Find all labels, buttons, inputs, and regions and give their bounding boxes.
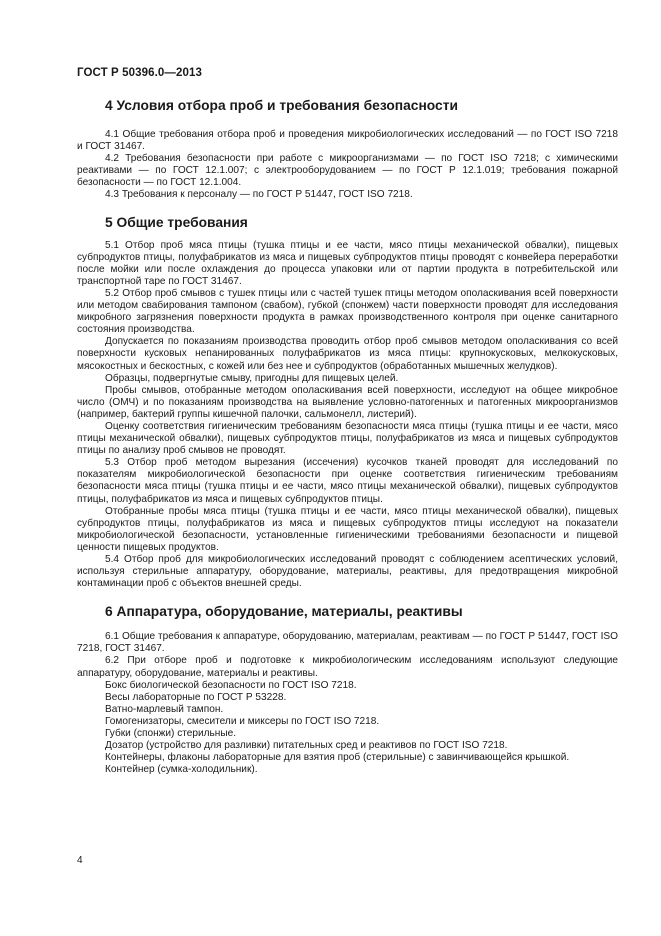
paragraph: Отобранные пробы мяса птицы (тушка птицы и ее части, мясо птицы механической обвалки), пищевых субпродуктов птицы, полуфабрикатов из мяса и пищевых субпродуктов птицы исследуют на показатели микробиологической безопасности, установленные гигиеническими требованиями безопасности и пищевой ценности пищевых продуктов. [77,505,618,553]
paragraph: Оценку соответствия гигиеническим требованиям безопасности мяса птицы (тушка птицы и ее части, мясо птицы механической обвалки), пищевых субпродуктов птицы, полуфабрикатов из мяса и пищевых субпродуктов птицы по анализу проб смывов не проводят. [77,420,618,457]
list-item: Контейнер (сумка-холодильник). [105,764,258,776]
section-title: 6 Аппаратура, оборудование, материалы, реактивы [105,604,463,620]
paragraph: Образцы, подвергнутые смыву, пригодны для пищевых целей. [105,372,399,384]
list-item: Весы лабораторные по ГОСТ Р 53228. [105,691,287,703]
document-body [77,95,618,776]
list-item: Контейнеры, флаконы лабораторные для взятия проб (стерильные) с завинчивающейся крышкой. [105,752,570,764]
paragraph: 4.1 Общие требования отбора проб и проведения микробиологических исследований — по ГОСТ ISO 7218 и ГОСТ 31467. [77,129,618,153]
paragraph: 4.3 Требования к персоналу — по ГОСТ Р 51447, ГОСТ ISO 7218. [105,189,413,201]
section-4 [77,97,618,202]
list-item: Бокс биологической безопасности по ГОСТ ISO 7218. [105,679,357,691]
document-header: ГОСТ Р 50396.0—2013 [77,67,202,79]
paragraph: 6.2 При отборе проб и подготовке к микробиологическим исследованиям используют следующие аппаратуру, оборудование, материалы и реактивы. [77,655,618,679]
paragraph: Допускается по показаниям производства проводить отбор проб смывов методом ополаскивания со всей поверхности кусковых непанированных полуфабрикатов из мяса птицы: крупнокусковых, мелкокусковых, мясокостных и бескостных, с кожей или без нее и субпродуктов (обработанных мышечных желудков). [77,336,618,372]
list-item: Губки (спонжи) стерильные. [105,728,237,740]
paragraph: 4.2 Требования безопасности при работе с микроорганизмами — по ГОСТ ISO 7218; с химическими реактивами — по ГОСТ 12.1.007; с электрооборудованием — по ГОСТ Р 12.1.019; требования пожарной безопасности — по ГОСТ 12.1.004. [77,153,618,189]
list-item: Гомогенизаторы, смесители и миксеры по ГОСТ ISO 7218. [105,715,380,727]
page-number: 4 [77,855,83,866]
paragraph: 5.3 Отбор проб методом вырезания (иссечения) кусочков тканей проводят для исследований по показателям микробиологической безопасности при оценке соответствия гигиеническим требованиям безопасности мяса птицы (тушка птицы и ее части, мясо птицы механической обвалки), пищевых субпродуктов птицы, полуфабрикатов из мяса и пищевых субпродуктов птицы. [77,457,618,505]
paragraph: 6.1 Общие требования к аппаратуре, оборудованию, материалам, реактивам — по ГОСТ Р 51447, ГОСТ ISO 7218, ГОСТ 31467. [77,631,618,655]
list-item: Ватно-марлевый тампон. [105,703,224,715]
paragraph: 5.1 Отбор проб мяса птицы (тушка птицы и ее части, мясо птицы механической обвалки), пищевых субпродуктов птицы, полуфабрикатов из мяса и пищевых субпродуктов птицы проводят с конвейера переработки после мойки или после охлаждения до процесса упаковки или от партии продукта в потребительской или транспортной таре по ГОСТ 31467. [77,239,618,287]
list-item: Дозатор (устройство для разливки) питательных сред и реактивов по ГОСТ ISO 7218. [105,740,508,752]
paragraph: Пробы смывов, отобранные методом ополаскивания всей поверхности, исследуют на общее микробное число (ОМЧ) и по показаниям производства на выявление условно-патогенных и патогенных микроорганизмов (например, бактерий группы кишечной палочки, сальмонелл, листерий). [77,384,618,420]
paragraph: 5.2 Отбор проб смывов с тушек птицы или с частей тушек птицы методом ополаскивания всей поверхности или методом свабирования тампоном (свабом), губкой (спонжем) части поверхности проводят для исследования микробного загрязнения поверхности продукта в рамках производственного контроля при оценке санитарного состояния производства. [77,287,618,336]
section-title: 4 Условия отбора проб и требования безопасности [105,98,458,113]
section-5 [77,214,618,591]
section-6 [77,603,618,776]
paragraph: 5.4 Отбор проб для микробиологических исследований проводят с соблюдением асептических условий, используя стерильные аппаратуру, оборудование, материалы, реактивы, для предотвращения микробной контаминации проб с объектов внешней среды. [77,554,618,590]
section-title: 5 Общие требования [105,214,248,230]
